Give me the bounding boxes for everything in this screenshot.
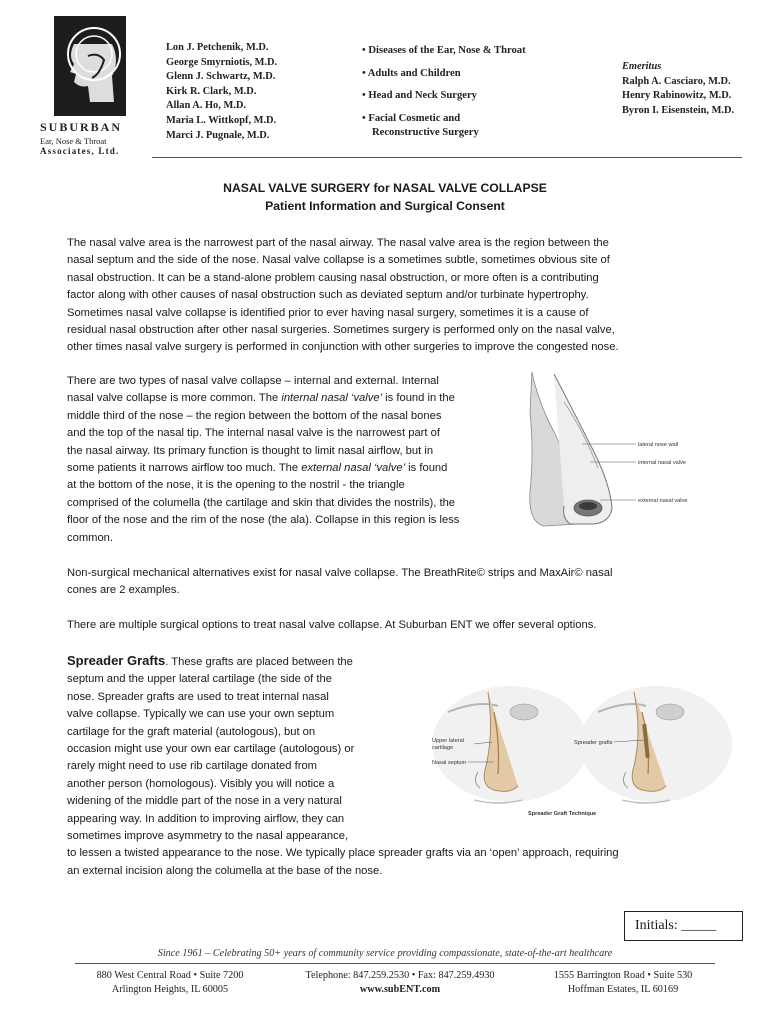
footer-address-arlington xyxy=(80,969,260,997)
service-item-continued: Reconstructive Surgery xyxy=(372,127,479,139)
doctor-name: George Smyrniotis, M.D. xyxy=(166,56,278,68)
address-line: Arlington Heights, IL 60005 xyxy=(111,984,229,995)
service-item: • Head and Neck Surgery xyxy=(362,90,477,102)
phone-fax-line: Telephone: 847.259.2530 • Fax: 847.259.4930 xyxy=(305,970,495,981)
footer-address-hoffman xyxy=(528,969,718,997)
text-line: common. xyxy=(67,531,114,544)
text-line: septum and the upper lateral cartilage (the side of the xyxy=(67,673,332,686)
label-upper-lateral: Upper lateral xyxy=(432,738,465,744)
text-line: cones are 2 examples. xyxy=(67,584,180,597)
text-line: floor of the nose and the rim of the nose (the ala). Collapse in this region is less xyxy=(67,514,460,527)
text-line: There are two types of nasal valve collapse – internal and external. Internal xyxy=(67,375,439,387)
text-line: factor along with other causes of nasal obstruction such as deviated septum and/or turbinate hypertrophy. xyxy=(67,289,589,302)
text-line: nasal septum and the side of the nose. Nasal valve collapse is a sometimes subtle, sometimes obvious site of xyxy=(67,254,610,267)
text-line: an external incision along the columella at the base of the nose. xyxy=(67,864,383,877)
doctor-name: Lon J. Petchenik, M.D. xyxy=(166,42,269,53)
text-line: Sometimes nasal valve collapse is identified prior to ever having nasal surgery, sometimes it is a cause of xyxy=(67,306,589,319)
text-line: the nasal airway. Its primary function is thought to limit nasal airflow, but in xyxy=(67,444,434,457)
logo-name: SUBURBAN xyxy=(40,120,123,134)
text-line: occasion might use your own ear cartilage (autologous) or xyxy=(67,743,355,756)
text-line: another person (homologous). Visibly you will notice a xyxy=(67,777,335,790)
text-line: The nasal valve area is the narrowest part of the nasal airway. The nasal valve area is the region between the xyxy=(67,237,609,249)
label-lateral-nose-wall: lateral nose wall xyxy=(638,442,679,448)
doctor-name: Allan A. Ho, M.D. xyxy=(166,100,246,112)
figure-caption: Spreader Graft Technique xyxy=(528,811,597,817)
label-external-nasal-valve: external nasal valve xyxy=(638,498,688,504)
emeritus-list xyxy=(622,60,734,118)
text-line: There are multiple surgical options to treat nasal valve collapse. At Suburban ENT we offer several options. xyxy=(67,619,597,631)
label-nasal-septum: Nasal septum xyxy=(432,760,467,766)
text-line: valve collapse. Typically we can use your own septum xyxy=(67,708,335,721)
intro-paragraph xyxy=(67,235,619,357)
text-line: cartilage for the graft material (autologous), but on xyxy=(67,725,316,738)
internal-valve-term: internal nasal ‘valve’ xyxy=(281,392,383,405)
label-internal-nasal-valve: internal nasal valve xyxy=(638,460,686,466)
text-line: appearing way. In addition to improving airflow, they can xyxy=(67,812,345,825)
address-line: 880 West Central Road • Suite 7200 xyxy=(96,970,244,981)
services-list xyxy=(362,44,526,149)
non-surgical-paragraph xyxy=(67,565,612,600)
emeritus-name: Byron I. Eisenstein, M.D. xyxy=(622,104,735,116)
doctor-name: Marci J. Pugnale, M.D. xyxy=(166,129,270,141)
document-title: NASAL VALVE SURGERY for NASAL VALVE COLLAPSE xyxy=(223,181,547,195)
letterhead-divider xyxy=(152,157,742,158)
nasal-valve-anatomy-illustration xyxy=(524,372,704,528)
text-line: nasal obstruction. It can be a stand-alone problem causing nasal obstruction, or more often is a contributing xyxy=(67,271,599,284)
text-line: comprised of the columella (the cartilage and skin that divides the nostrils), the xyxy=(67,496,456,509)
footer-tagline: Since 1961 – Celebrating 50+ years of community service providing compassionate, state-of-the-art healthcare xyxy=(157,948,613,959)
doctor-name: Kirk R. Clark, M.D. xyxy=(166,85,257,97)
service-item: • Facial Cosmetic and xyxy=(362,112,461,124)
label-spreader-grafts: Spreader grafts xyxy=(574,740,613,746)
text-line: nasal valve collapse is more common. The internal nasal ‘valve’ is found in the xyxy=(67,392,455,405)
text-line: to lessen a twisted appearance to the nose. We typically place spreader grafts via an ‘open’ approach, requiring xyxy=(67,847,619,860)
doctor-list xyxy=(166,41,277,143)
doctor-name: Maria L. Wittkopf, M.D. xyxy=(166,114,277,126)
head-profile-logo-icon xyxy=(54,16,126,116)
service-item: • Adults and Children xyxy=(362,67,461,79)
text-line: and the top of the nasal tip. The internal nasal valve is the narrowest part of xyxy=(67,427,440,440)
text-line: at the bottom of the nose, it is the opening to the nostril - the triangle xyxy=(67,479,405,492)
spreader-grafts-heading: Spreader Grafts xyxy=(67,653,166,668)
footer-contact xyxy=(280,969,520,997)
spreader-graft-illustration xyxy=(418,682,734,820)
logo-subtitle: Ear, Nose & Throat xyxy=(40,136,107,146)
text-line: residual nasal obstruction after other nasal surgeries. Sometimes surgery is performed only on the nasal valve, xyxy=(67,324,615,337)
text-line: widening of the middle part of the nose in a very natural xyxy=(67,795,342,808)
text-line: rarely might need to use rib cartilage donated from xyxy=(67,760,317,773)
text-line: Non-surgical mechanical alternatives exist for nasal valve collapse. The BreathRite© strips and MaxAir© nasal xyxy=(67,567,613,579)
footer-divider xyxy=(75,963,715,964)
document-subtitle: Patient Information and Surgical Consent xyxy=(265,199,505,213)
initials-field[interactable]: Initials: _____ xyxy=(624,911,743,941)
service-item: • Diseases of the Ear, Nose & Throat xyxy=(362,45,526,56)
text-line: sometimes improve asymmetry to the nasal appearance, xyxy=(67,830,349,843)
emeritus-name: Ralph A. Casciaro, M.D. xyxy=(622,75,731,87)
emeritus-title: Emeritus xyxy=(622,61,662,72)
surgical-options-paragraph xyxy=(67,617,596,634)
practice-logo xyxy=(40,16,140,156)
text-line: other times nasal valve surgery is performed in conjunction with other surgeries to improve the congested nose. xyxy=(67,341,619,354)
text-line: middle third of the nose – the region between the bottom of the nasal bones xyxy=(67,409,442,422)
text-line: Spreader Grafts. These grafts are placed between the xyxy=(67,653,353,668)
valve-types-paragraph xyxy=(67,373,459,547)
emeritus-name: Henry Rabinowitz, M.D. xyxy=(622,90,732,102)
label-cartilage: cartilage xyxy=(432,745,454,751)
logo-associates: Associates, Ltd. xyxy=(40,146,120,156)
doctor-name: Glenn J. Schwartz, M.D. xyxy=(166,71,276,83)
external-valve-term: external nasal ‘valve’ xyxy=(301,462,406,475)
address-line: Hoffman Estates, IL 60169 xyxy=(567,984,679,995)
address-line: 1555 Barrington Road • Suite 530 xyxy=(553,970,693,981)
text-line: nose. Spreader grafts are used to treat internal nasal xyxy=(67,690,329,703)
website-link[interactable]: www.subENT.com xyxy=(359,984,441,995)
text-line: some patients it narrows airflow too much. The external nasal ‘valve’ is found xyxy=(67,462,448,475)
